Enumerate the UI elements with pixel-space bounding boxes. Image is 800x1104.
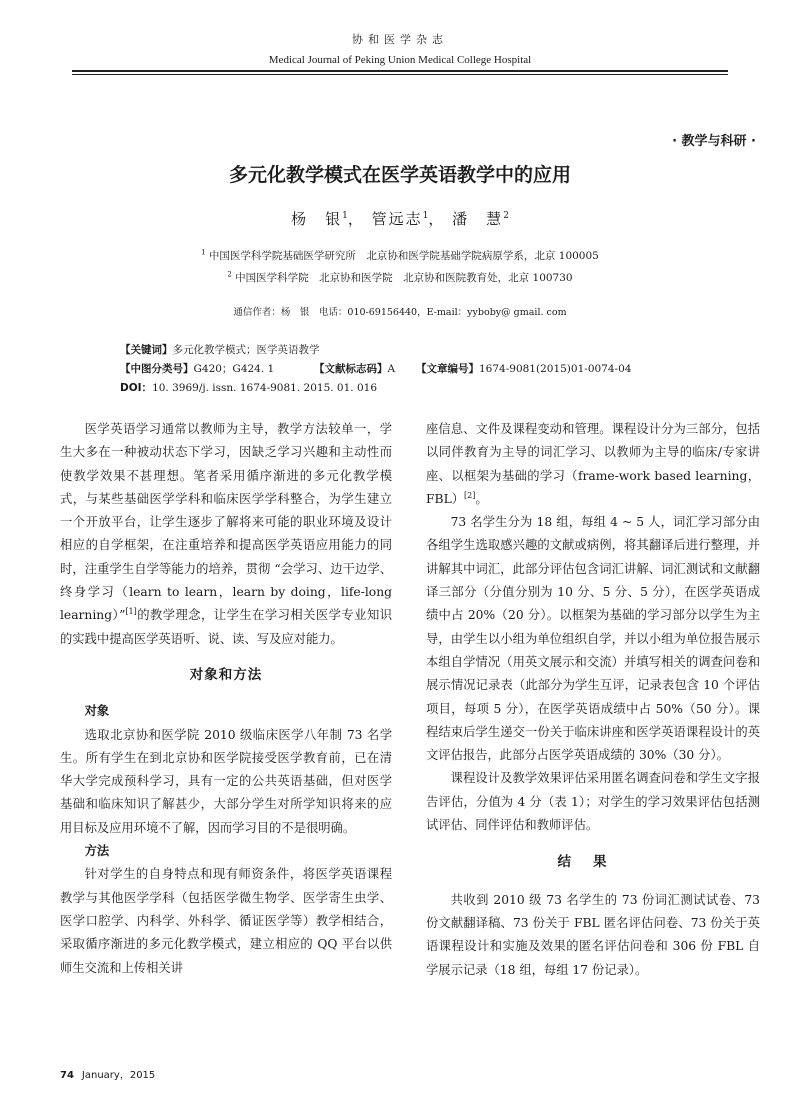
author-separator: ，	[347, 210, 365, 228]
subheading-objects: 对象	[84, 704, 110, 719]
methods-paragraph: 针对学生的自身特点和现有师资条件，将医学英语课程教学与其他医学学科（包括医学微生物学、医学寄生虫学、医学口腔学、内科学、外科学、循证医学等）教学相结合，采取循序渐进的多元化教学模式，建立相应的 QQ 平台以供师生交流和上传相关讲	[60, 867, 392, 975]
citation: [1]	[125, 607, 137, 617]
clc-label: 【中图分类号】	[120, 363, 194, 375]
affiliation-text: 中国医学科学院 北京协和医学院 北京协和医院教育处，北京 100730	[231, 272, 573, 284]
clc-value: G420；G424. 1	[193, 363, 275, 375]
header-rule-thin	[72, 74, 728, 75]
doccode-value: A	[387, 363, 396, 375]
intro-text-continued: 的教学理念，让学生在学习相关医学专业知识的实践中提高医学英语听、说、读、写及应对能力。	[60, 608, 392, 646]
doi-value: 10. 3969/j. issn. 1674-9081. 2015. 01. 016	[152, 382, 378, 394]
affiliation	[0, 270, 800, 285]
article-number-value: 1674-9081(2015)01-0074-04	[479, 363, 632, 375]
body-column-right	[426, 418, 760, 982]
doi-label: DOI：	[120, 382, 153, 394]
header-rule-thick	[72, 70, 728, 72]
body-column-left	[60, 418, 392, 980]
classification-row	[120, 361, 632, 376]
keywords-label: 【关键词】	[120, 344, 173, 356]
journal-title-english: Medical Journal of Peking Union Medical College Hospital	[268, 54, 532, 66]
section-heading-methods: 对象和方法	[189, 666, 263, 683]
keywords-value: 多元化教学模式；医学英语教学	[172, 344, 320, 356]
author-affiliation-mark: 1	[422, 211, 429, 221]
continued-paragraph	[426, 418, 760, 511]
author-affiliation-mark: 1	[342, 211, 348, 221]
citation: [2]	[464, 490, 476, 500]
continued-text: 座信息、文件及课程变动和管理。课程设计分为三部分，包括以同伴教育为主导的词汇学习、以教师为主导的临床/专家讲座、以框架为基础的学习（frame-work based learning，FBL）	[426, 422, 760, 506]
intro-paragraph	[60, 418, 392, 651]
author-affiliation-mark: 2	[503, 211, 509, 221]
author-name: 杨 银	[291, 210, 343, 228]
objects-paragraph: 选取北京协和医学院 2010 级临床医学八年制 73 名学生。所有学生在到北京协和医学院接受医学教育前，已在清华大学完成预科学习，具有一定的公共英语基础，但对医学基础和临床知识了解甚少，大部分学生对所学知识将来的应用目标及应用环境不了解，因而学习目的不是很明确。	[60, 727, 392, 835]
affiliation	[0, 248, 800, 263]
evaluation-paragraph: 课程设计及教学效果评估采用匿名调查问卷和学生文字报告评估，分值为 4 分（表 1）；对学生的学习效果评估包括测试评估、同伴评估和教师评估。	[426, 771, 760, 833]
article-title: 多元化教学模式在医学英语教学中的应用	[228, 164, 571, 186]
doi	[120, 380, 377, 395]
correspondence: 通信作者：杨 银 电话：010-69156440，E-mail：yyboby@ gmail. com	[233, 307, 567, 318]
affiliation-mark: 2	[227, 270, 232, 279]
continued-text-end: 。	[475, 491, 488, 506]
issue-date: January，2015	[81, 1070, 156, 1081]
article-number-label: 【文章编号】	[416, 363, 479, 375]
doccode-label: 【文献标志码】	[314, 363, 388, 375]
section-heading-results: 结果	[557, 854, 629, 871]
intro-text: 医学英语学习通常以教师为主导，教学方法较单一，学生大多在一种被动状态下学习，因缺乏学习兴趣和主动性而使教学效果不甚理想。笔者采用循序渐进的多元化教学模式，与某些基础医学学科和临床医学学科整合，为学生建立一个开放平台，让学生逐步了解将来可能的职业环境及设计相应的自学框架，在注重培养和提高医学英语应用能力的同时，注重学生自学等能力的培养，贯彻 “会学习、边干边学、终身学习（learn to learn，learn by doing，life-long learning）”	[60, 422, 392, 623]
section-tag: · 教学与科研 ·	[672, 134, 756, 149]
results-paragraph: 共收到 2010 级 73 名学生的 73 份词汇测试试卷、73 份文献翻译稿、73 份关于 FBL 匿名评估问卷、73 份关于英语课程设计和实施及效果的匿名评估问卷和 306 份 FBL 自学展示记录（18 组，每组 17 份记录）。	[426, 892, 760, 977]
page-number: 74	[60, 1070, 74, 1081]
author-name: 管远志	[371, 210, 423, 228]
affiliation-mark: 1	[201, 248, 206, 257]
author-list	[0, 208, 800, 229]
affiliation-text: 中国医学科学院基础医学研究所 北京协和医学院基础学院病原学系，北京 100005	[205, 250, 599, 262]
grouping-paragraph: 73 名学生分为 18 组，每组 4 ~ 5 人，词汇学习部分由各组学生选取感兴趣的文献或病例，将其翻译后进行整理，并讲解其中词汇，此部分评估包含词汇讲解、词汇测试和文献翻译三部分（分值分别为 10 分、5 分、5 分），在医学英语成绩中占 20%（20 分）。以框架为基础的学习部分以学生为主导，由学生以小组为单位组织自学，并以小组为单位报告展示本组自学情况（用英文展示和交流）并填写相关的调查问卷和展示情况记录表（此部分为学生互评，记录表包含 10 个评估项目，每项 5 分），在医学英语成绩中占 50%（50 分）。课程结束后学生递交一份关于临床讲座和医学英语课程设计的英文评估报告，此部分占医学英语成绩的 30%（30 分）。	[426, 515, 760, 763]
journal-title-chinese: 协和医学杂志	[352, 33, 448, 46]
author-name: 潘 慧	[452, 210, 504, 228]
subheading-methods: 方法	[84, 844, 110, 859]
author-separator: ，	[428, 210, 446, 228]
keywords	[120, 342, 320, 357]
page-footer	[60, 1066, 155, 1081]
